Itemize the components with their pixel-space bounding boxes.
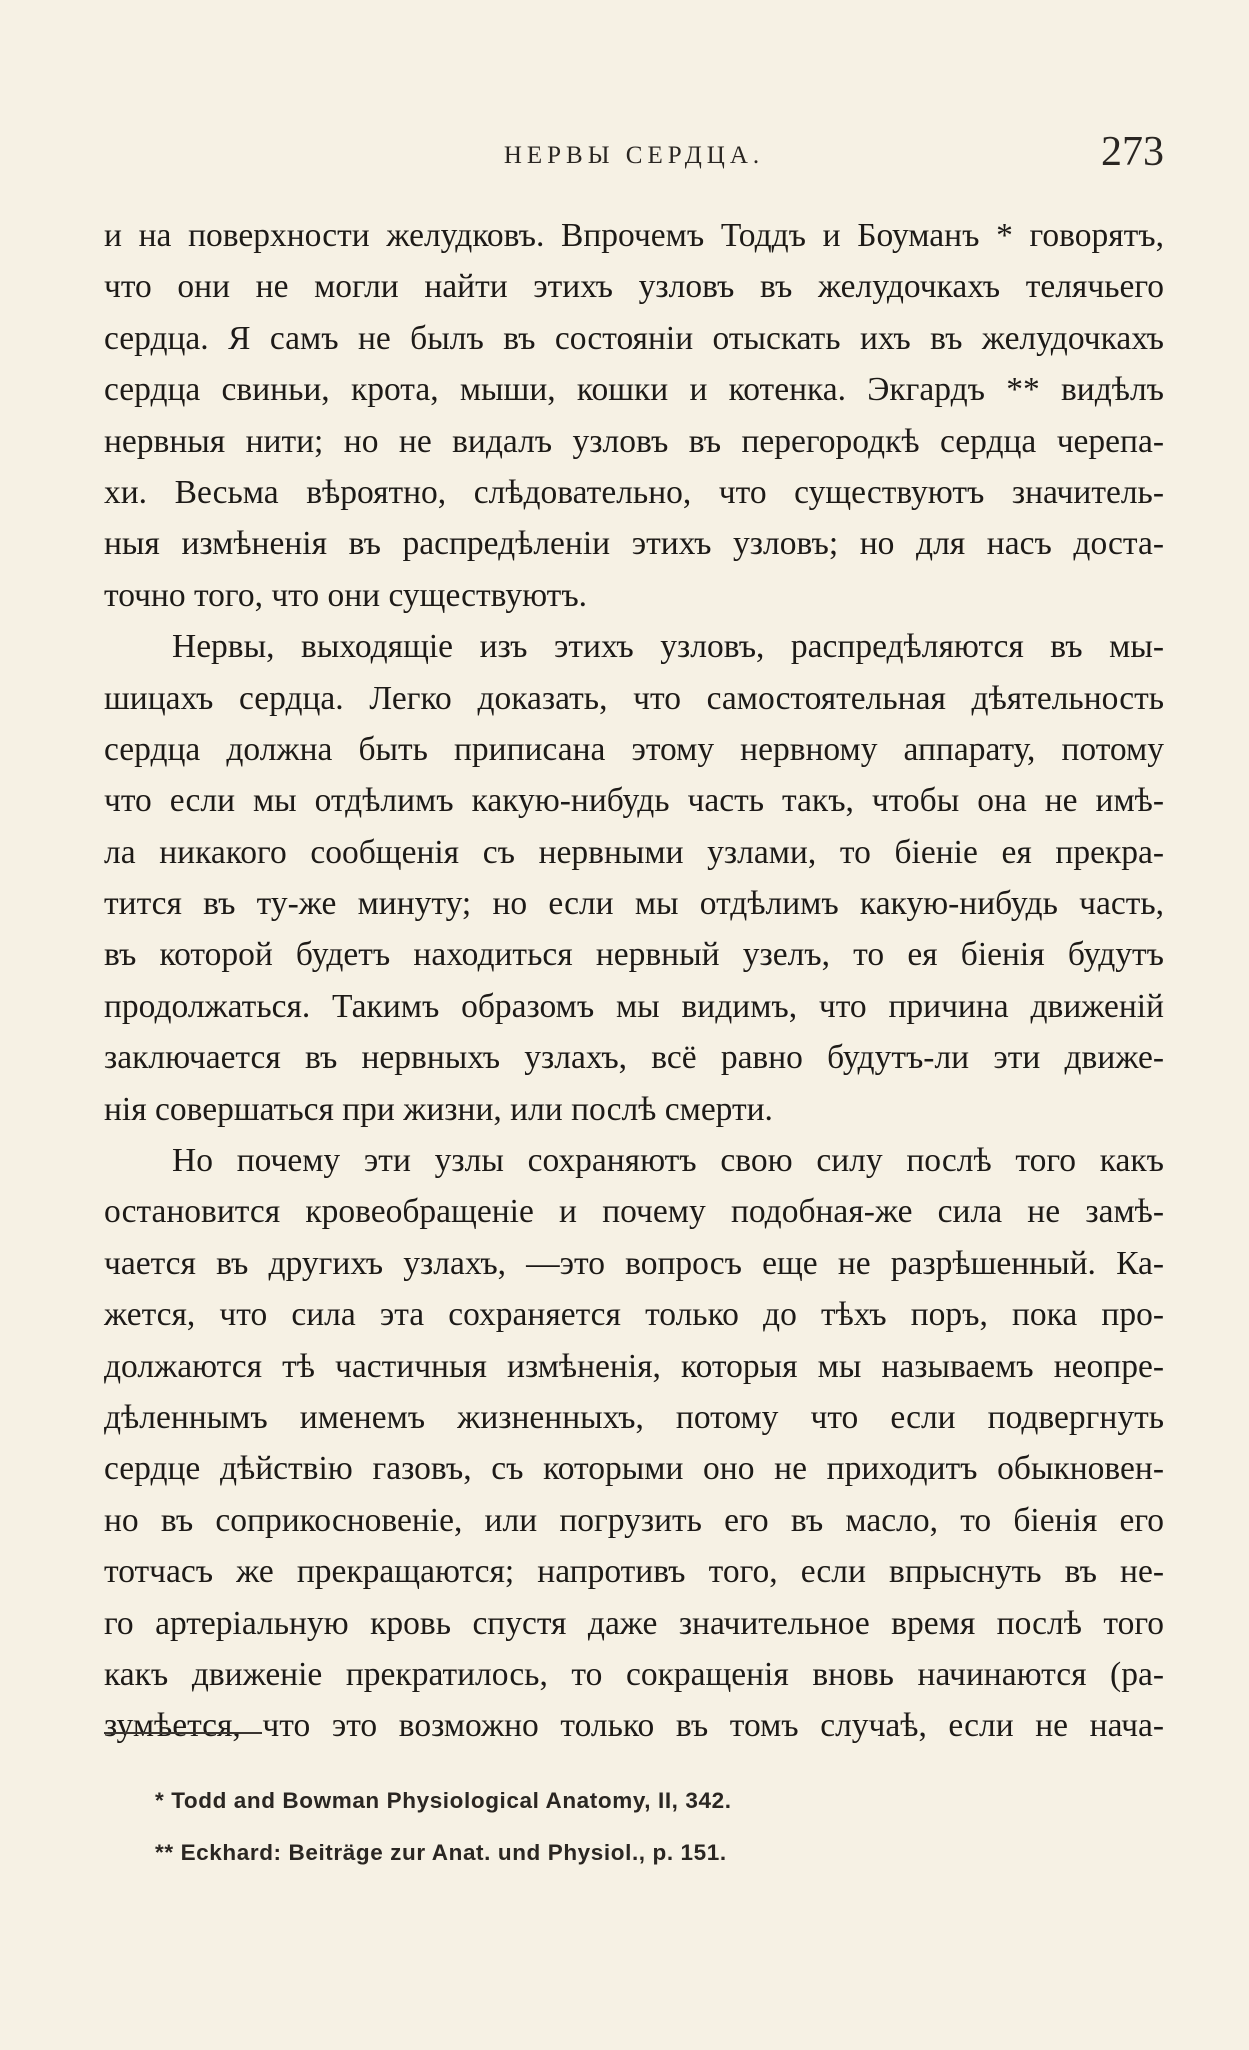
text-line: хи. Весьма вѣроятно, слѣдовательно, что существуютъ значитель- [104,473,1164,511]
paragraph-2 [104,621,1164,1135]
footnote-divider [104,1732,262,1734]
text-line: Но почему эти узлы сохраняютъ свою силу послѣ того какъ [172,1142,1164,1180]
text-line: сердца. Я самъ не былъ въ состояніи отыскать ихъ въ желудочкахъ [104,319,1164,357]
footnote-2: ** Eckhard: Beiträge zur Anat. und Physiol., p. 151. [155,1840,727,1865]
text-line: точно того, что они существуютъ. [104,576,588,614]
text-line: тотчасъ же прекращаются; напротивъ того, если впрыснуть въ не- [104,1553,1164,1591]
text-line: нія совершаться при жизни, или послѣ смерти. [104,1090,773,1128]
footnote-1: * Todd and Bowman Physiological Anatomy, II, 342. [155,1788,732,1813]
text-line: что они не могли найти этихъ узловъ въ желудочкахъ телячьего [104,268,1164,306]
text-line: тится въ ту-же минуту; но если мы отдѣлимъ какую-нибудь часть, [104,885,1164,923]
text-line: зумѣется, что это возможно только въ томъ случаѣ, если не нача- [104,1707,1164,1745]
text-line: ла никакого сообщенія съ нервными узлами, то біеніе ея прекра- [104,833,1164,871]
text-line: дѣленнымъ именемъ жизненныхъ, потому что если подвергнуть [104,1398,1164,1436]
text-line: ныя измѣненія въ распредѣленіи этихъ узловъ; но для насъ доста- [104,525,1164,563]
body-text [104,210,1164,1752]
text-line: сердца свиньи, крота, мыши, кошки и котенка. Экгардъ ** видѣлъ [104,371,1164,409]
text-line: заключается въ нервныхъ узлахъ, всё равно будутъ-ли эти движе- [104,1039,1164,1077]
text-line: въ которой будетъ находиться нервный узелъ, то ея біенія будутъ [104,936,1164,974]
paragraph-3 [104,1135,1164,1752]
text-line: сердца должна быть приписана этому нервному аппарату, потому [104,730,1164,768]
running-title: НЕРВЫ СЕРДЦА. [503,142,765,169]
text-line: нервныя нити; но не видалъ узловъ въ перегородкѣ сердца черепа- [104,422,1164,460]
text-line: чается въ другихъ узлахъ, —это вопросъ еще не разрѣшенный. Ка- [104,1244,1164,1282]
text-line: сердце дѣйствію газовъ, съ которыми оно не приходитъ обыкновен- [104,1450,1164,1488]
text-line: и на поверхности желудковъ. Впрочемъ Тоддъ и Боуманъ * говорятъ, [104,217,1164,254]
text-line: остановится кровеобращеніе и почему подобная-же сила не замѣ- [104,1193,1164,1231]
text-line: Нервы, выходящіе изъ этихъ узловъ, распредѣляются въ мы- [172,628,1164,666]
paragraph-1 [104,210,1164,621]
text-line: какъ движеніе прекратилось, то сокращенія вновь начинаются (ра- [104,1655,1164,1693]
text-line: шицахъ сердца. Легко доказать, что самостоятельная дѣятельность [104,679,1164,717]
footnotes [155,1775,1055,1879]
running-header [104,128,1164,188]
text-line: но въ соприкосновеніе, или погрузить его въ масло, то біенія его [104,1501,1164,1539]
text-line: продолжаться. Такимъ образомъ мы видимъ, что причина движеній [104,987,1164,1025]
text-line: го артеріальную кровь спустя даже значительное время послѣ того [104,1604,1164,1642]
text-line: должаются тѣ частичныя измѣненія, которыя мы называемъ неопре- [104,1347,1164,1385]
page-number: 273 [1101,129,1164,175]
text-line: что если мы отдѣлимъ какую-нибудь часть такъ, чтобы она не имѣ- [104,782,1164,820]
text-line: жется, что сила эта сохраняется только до тѣхъ поръ, пока про- [104,1296,1164,1334]
